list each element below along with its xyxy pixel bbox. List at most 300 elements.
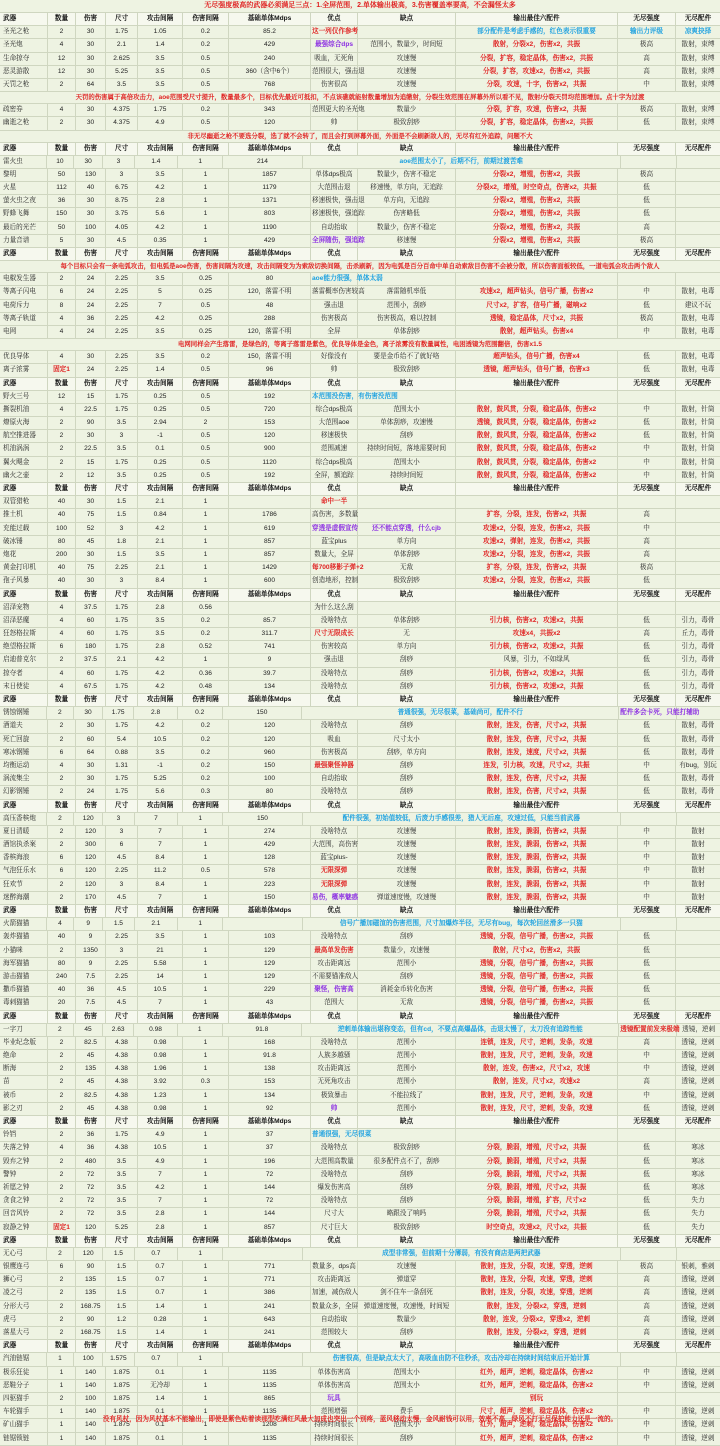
- table-cell: 1.875: [106, 1419, 138, 1431]
- table-cell: 中: [618, 457, 676, 469]
- table-row: [0, 364, 720, 377]
- column-header: 数量: [48, 1235, 76, 1247]
- table-cell: 透镜，逆刺: [681, 1065, 715, 1073]
- table-cell: 9: [76, 958, 106, 970]
- table-cell: 45: [76, 536, 106, 548]
- table-cell: 1: [183, 1037, 229, 1049]
- header-row: [0, 694, 720, 707]
- table-cell: 80: [48, 958, 76, 970]
- table-cell: 信号广播加磁渲的伤害范围，尺寸加爆炸半径，无尽有bug，每次轮回丝滑多一只猫: [303, 918, 621, 930]
- table-cell: 分形大弓: [0, 1301, 48, 1313]
- table-body: [0, 13, 720, 1446]
- table-row: [0, 1274, 720, 1287]
- column-header: 伤害间隔: [183, 800, 229, 812]
- table-cell: 透镜，逆刺: [681, 1368, 715, 1376]
- table-cell: 3.5: [138, 931, 183, 943]
- column-header: 无尽强度: [618, 1235, 676, 1247]
- table-cell: 散射，针筒: [681, 458, 715, 466]
- table-cell: 386: [229, 1287, 311, 1299]
- table-cell: 1: [183, 1050, 229, 1062]
- table-cell: 643: [229, 1314, 311, 1326]
- table-cell: 命中一半: [311, 496, 358, 508]
- table-cell: 本范围没伤害，有伤害没范围: [311, 391, 358, 403]
- table-cell: 3: [106, 945, 138, 957]
- table-cell: [358, 509, 456, 521]
- table-cell: 狮心弓: [0, 1274, 48, 1286]
- table-cell: 被币: [0, 1090, 48, 1102]
- table-cell: 240: [48, 971, 76, 983]
- table-cell: 2: [48, 457, 76, 469]
- table-cell: 80: [229, 786, 311, 798]
- table-cell: 高: [618, 1314, 676, 1326]
- table-cell: 散射，分裂x2，伤害x2，共振: [456, 39, 618, 51]
- table-cell: 分裂x2，增殖，伤害x2，共振: [456, 169, 618, 181]
- column-header: 无尽强度: [618, 694, 676, 706]
- table-row: [0, 208, 720, 221]
- table-cell: 雷火虫: [0, 156, 47, 168]
- table-cell: 8.4: [138, 852, 183, 864]
- table-cell: 低: [618, 1208, 676, 1220]
- table-cell: 电椒发生器: [0, 273, 48, 285]
- table-cell: 0.5: [183, 470, 229, 482]
- table-cell: [358, 1393, 456, 1405]
- table-cell: 散射: [691, 880, 705, 888]
- table-cell: 透镜，逆刺: [681, 1038, 715, 1046]
- table-cell: 银鹰连弓: [0, 1261, 48, 1273]
- table-cell: 8: [48, 300, 76, 312]
- table-cell: 力量音谱: [0, 235, 48, 247]
- table-cell: [229, 602, 311, 614]
- table-cell: [676, 235, 720, 247]
- table-cell: 90: [76, 417, 106, 429]
- table-cell: 分裂，攻速，十字，伤害x2，共振: [456, 79, 618, 91]
- column-header: 伤害间隔: [183, 694, 229, 706]
- table-cell: 24: [76, 364, 106, 376]
- column-header: 无尽配件: [684, 1342, 712, 1350]
- table-cell: 1: [183, 1208, 229, 1220]
- column-header: 无尽强度: [618, 1340, 676, 1352]
- table-cell: 7: [138, 997, 183, 1009]
- table-cell: 尺寸x2，扩容，信号广播，磁响x2: [456, 300, 618, 312]
- table-cell: 生命掠夺: [0, 53, 48, 65]
- table-cell: 140: [76, 1367, 106, 1379]
- table-cell: 分裂，脆弱，增殖，尺寸x2，共振: [456, 1208, 618, 1220]
- table-cell: 2.25: [106, 326, 138, 338]
- table-cell: 429: [229, 235, 311, 247]
- table-cell: 0.25: [183, 273, 229, 285]
- table-cell: 2.25: [106, 273, 138, 285]
- table-cell: 剑不住车一条刮死: [358, 1287, 456, 1299]
- table-cell: [456, 273, 618, 285]
- table-cell: 散射，连发，脆弱，伤害x2，共振: [456, 865, 618, 877]
- table-cell: 40: [48, 509, 76, 521]
- table-cell: 771: [229, 1274, 311, 1286]
- table-cell: 轰炸猫猫: [0, 931, 48, 943]
- table-cell: 分裂x2，增殖，伤害x2，共振: [456, 208, 618, 220]
- table-cell: 85.7: [229, 615, 311, 627]
- table-cell: 1: [183, 496, 229, 508]
- table-cell: 失力: [691, 1223, 705, 1231]
- table-row: [0, 156, 720, 169]
- column-header: 优点: [311, 248, 358, 260]
- table-cell: 散射，束缚: [681, 41, 715, 49]
- table-cell: 散射，电毒: [681, 353, 715, 361]
- table-cell: 30: [76, 104, 106, 116]
- table-row: [0, 1393, 720, 1406]
- table-cell: 攻速x2，弹射，连发，伤害x2，共振: [456, 536, 618, 548]
- column-header: 优点: [311, 143, 358, 155]
- table-cell: 1.4: [138, 1301, 183, 1313]
- table-cell: 60: [76, 615, 106, 627]
- table-cell: 固定1: [48, 364, 76, 376]
- column-header: 伤害: [76, 1011, 106, 1023]
- table-cell: 单体刮痧: [358, 615, 456, 627]
- table-cell: 中: [618, 892, 676, 904]
- table-cell: 2: [48, 1393, 76, 1405]
- table-cell: 攻速慢: [358, 879, 456, 891]
- table-cell: 30: [76, 39, 106, 51]
- table-cell: 散射，鼓风贯，分裂，稳定晶体，伤害x2: [456, 470, 618, 482]
- table-cell: [618, 496, 676, 508]
- table-cell: 3: [106, 826, 138, 838]
- table-cell: 散射，连发，脆弱，伤害x2，共振: [456, 879, 618, 891]
- table-row: [0, 509, 720, 522]
- table-cell: 1135: [229, 1367, 311, 1379]
- column-header: 数量: [48, 694, 76, 706]
- table-cell: 引力，毒骨: [681, 656, 715, 664]
- column-header: 无尽强度: [618, 905, 676, 917]
- table-cell: 1: [183, 195, 229, 207]
- column-header: 无尽配件: [684, 250, 712, 257]
- table-cell: 红外，超声，逆刺，稳定晶体，伤害x2: [456, 1433, 618, 1445]
- table-cell: 768: [229, 79, 311, 91]
- table-cell: 寒冰钢锤: [0, 747, 48, 759]
- table-cell: 低: [618, 364, 676, 376]
- table-cell: 中: [618, 404, 676, 416]
- table-cell: 1.575: [103, 1353, 134, 1365]
- table-cell: 60: [76, 734, 106, 746]
- column-header: 缺点: [358, 800, 456, 812]
- table-cell: 1: [183, 536, 229, 548]
- table-cell: 超声钻头，信号广播，伤害x4: [456, 351, 618, 363]
- table-cell: 0.48: [183, 681, 229, 693]
- table-row: [0, 602, 720, 615]
- column-header: 伤害间隔: [183, 13, 229, 25]
- table-cell: 伤害极高: [311, 313, 358, 325]
- table-cell: 移速慢: [358, 235, 456, 247]
- column-header: 尺寸: [106, 248, 138, 260]
- table-cell: 4.2: [138, 523, 183, 535]
- table-cell: 锈蚀钢锤: [0, 707, 47, 719]
- column-header: 数量: [48, 800, 76, 812]
- table-cell: 0.56: [183, 602, 229, 614]
- table-cell: 1.75: [106, 641, 138, 653]
- table-cell: 2.94: [138, 417, 183, 429]
- table-cell: [677, 156, 720, 168]
- table-cell: 持续时间短: [358, 470, 456, 482]
- table-cell: 极高: [618, 235, 676, 247]
- table-cell: 343: [229, 104, 311, 116]
- table-cell: 范围很大，强击退: [311, 66, 358, 78]
- table-cell: 0.25: [183, 313, 229, 325]
- table-cell: 80: [229, 273, 311, 285]
- table-cell: 火星: [0, 182, 48, 194]
- table-cell: 128: [229, 852, 311, 864]
- table-cell: 酒馆执杀案: [0, 839, 48, 851]
- table-cell: 散射，电毒: [681, 366, 715, 374]
- table-cell: 2: [48, 1182, 76, 1194]
- table-cell: 有bug，别玩: [679, 761, 717, 769]
- table-cell: 1.5: [106, 1301, 138, 1313]
- table-cell: 弹道速度慢，攻速慢，时间短: [358, 1301, 456, 1313]
- table-cell: 散射，连发，速度，尺寸x2，共振: [456, 747, 618, 759]
- table-cell: 3.5: [106, 1156, 138, 1168]
- table-cell: 散射，鼓风贯，分裂，稳定晶体，伤害x2: [456, 443, 618, 455]
- table-cell: 120: [76, 826, 106, 838]
- table-cell: 全屏: [311, 326, 358, 338]
- table-cell: 7: [138, 826, 183, 838]
- table-cell: 攻速慢: [358, 865, 456, 877]
- table-cell: 4: [47, 918, 74, 930]
- table-cell: 3: [106, 879, 138, 891]
- table-cell: 1786: [229, 509, 311, 521]
- table-cell: [676, 945, 720, 957]
- table-cell: 输出力评级: [618, 26, 676, 38]
- table-cell: 散射，针筒: [681, 432, 715, 440]
- table-cell: 落星大弓: [0, 1327, 48, 1339]
- header-row: [0, 800, 720, 813]
- table-cell: 7: [138, 839, 183, 851]
- table-cell: 1.31: [106, 760, 138, 772]
- table-cell: 4.38: [106, 1050, 138, 1062]
- column-header: 缺点: [358, 589, 456, 601]
- column-header: 尺寸: [106, 13, 138, 25]
- table-cell: 1: [183, 958, 229, 970]
- table-cell: 6: [48, 1261, 76, 1273]
- table-cell: 连发，引力核，攻速，尺寸x2，共振: [456, 760, 618, 772]
- column-header: 数量: [48, 378, 76, 390]
- table-cell: 范围小: [358, 958, 456, 970]
- column-header: 伤害: [76, 378, 106, 390]
- table-cell: 3.5: [138, 53, 183, 65]
- table-cell: 96: [229, 364, 311, 376]
- table-cell: 好像没有: [311, 351, 358, 363]
- table-cell: 中: [618, 1380, 676, 1392]
- table-cell: 5.25: [106, 66, 138, 78]
- table-cell: 时空奇点，攻速x2，尺寸x2，共振: [456, 1222, 618, 1234]
- table-cell: 4.5: [106, 235, 138, 247]
- table-cell: 范围小: [358, 1037, 456, 1049]
- table-cell: 蓝宝plus: [311, 536, 358, 548]
- table-row: [0, 470, 720, 483]
- table-cell: 创造地形，控制: [311, 575, 358, 587]
- table-cell: 0.2: [183, 39, 229, 51]
- table-cell: 0.98: [138, 1103, 183, 1115]
- table-cell: 攻速慢: [358, 66, 456, 78]
- table-cell: 1: [183, 1367, 229, 1379]
- column-header: 数量: [48, 13, 76, 25]
- table-cell: 链锯锁链: [0, 1433, 48, 1445]
- table-cell: 尺寸无限成长: [311, 628, 358, 640]
- table-cell: 极致暴击: [311, 1090, 358, 1102]
- table-cell: 2: [183, 417, 229, 429]
- table-cell: 低: [618, 1182, 676, 1194]
- table-cell: 范围大: [311, 997, 358, 1009]
- table-cell: 单体刮痧，攻速慢: [358, 417, 456, 429]
- table-cell: 3.5: [106, 1169, 138, 1181]
- table-cell: 散射，连发，分裂x2，穿透，逆刺: [456, 1301, 618, 1313]
- table-cell: 2: [48, 1103, 76, 1115]
- column-header: 尺寸: [106, 143, 138, 155]
- table-cell: 伤害很高，但是缺点太大了，高吸血由防不住秒杀，攻击冷却在持续时间结束后开始计算: [303, 1353, 621, 1365]
- table-cell: 5: [138, 286, 183, 298]
- table-cell: 150: [48, 208, 76, 220]
- table-cell: 20: [48, 997, 76, 1009]
- table-cell: 1.5: [106, 549, 138, 561]
- table-cell: 3.5: [138, 351, 183, 363]
- header-row: [0, 1235, 720, 1248]
- table-cell: 30: [76, 430, 106, 442]
- table-cell: 中: [618, 879, 676, 891]
- table-cell: 低: [618, 734, 676, 746]
- table-cell: 1.75: [106, 457, 138, 469]
- table-cell: 0.52: [183, 641, 229, 653]
- table-cell: 1: [183, 654, 229, 666]
- table-cell: 低: [618, 641, 676, 653]
- table-cell: [618, 1393, 676, 1405]
- table-cell: 0.25: [138, 470, 183, 482]
- table-cell: 3.5: [138, 79, 183, 91]
- table-cell: 4: [48, 602, 76, 614]
- table-cell: 12: [48, 53, 76, 65]
- table-cell: 刮痧: [358, 654, 456, 666]
- section-note: 每个目标只会有一条电弧攻击，但电弧是aoe伤害，伤害间隔为攻速，攻击间隔变为为索敌切换间隔，击杀刷新，因为电弧是百分百命中单自动索敌目伤害不会被分散，所以伤害面板较低，一道电弧会攻击两个敌人: [0, 261, 720, 273]
- table-cell: 30: [76, 26, 106, 38]
- table-cell: 2: [48, 470, 76, 482]
- table-row: [0, 1353, 720, 1366]
- table-cell: 9: [76, 931, 106, 943]
- table-cell: 狂怒格拉斯: [0, 628, 48, 640]
- table-cell: 14: [138, 971, 183, 983]
- table-cell: [358, 602, 456, 614]
- table-cell: 1135: [229, 1380, 311, 1392]
- table-row: [0, 417, 720, 430]
- table-cell: 129: [229, 971, 311, 983]
- table-cell: 2.8: [138, 1208, 183, 1220]
- table-cell: [676, 1129, 720, 1141]
- column-header: 无尽强度: [618, 483, 676, 495]
- table-cell: 1.2: [106, 1314, 138, 1326]
- column-header: 基础单体Mdps: [229, 905, 311, 917]
- header-row: [0, 248, 720, 261]
- table-cell: 引力，毒骨: [681, 643, 715, 651]
- table-cell: 2: [48, 654, 76, 666]
- column-header: 无尽强度: [618, 1011, 676, 1023]
- table-cell: 2: [48, 892, 76, 904]
- table-cell: 攻击距离远: [311, 1274, 358, 1286]
- table-cell: 90: [76, 1261, 106, 1273]
- table-cell: 高伤害，多数量: [311, 509, 358, 521]
- table-cell: 消耗金币转化伤害: [358, 984, 456, 996]
- table-cell: [676, 523, 720, 535]
- table-cell: 扩容，分裂，连发，伤害x2，共振: [456, 562, 618, 574]
- table-cell: 分裂，脆弱，增殖，尺寸x2，共振: [456, 1142, 618, 1154]
- table-cell: 尺寸，超声，逆刺，稳定晶体，伤害x2: [456, 1406, 618, 1418]
- table-cell: 低: [618, 931, 676, 943]
- table-row: [0, 826, 720, 839]
- column-header: 无尽强度: [618, 143, 676, 155]
- table-cell: -1: [138, 430, 183, 442]
- table-cell: 4.2: [138, 182, 183, 194]
- table-cell: 4.38: [106, 1037, 138, 1049]
- table-cell: 透镜配置前发来极端: [619, 1024, 677, 1036]
- table-cell: [223, 1248, 303, 1260]
- table-cell: 7.5: [76, 971, 106, 983]
- table-cell: 1: [183, 1169, 229, 1181]
- table-cell: 大范围，高伤害: [311, 839, 358, 851]
- table-cell: 2.625: [106, 53, 138, 65]
- table-cell: 散射，鼓风贯，分裂，稳定晶体，伤害x2: [456, 457, 618, 469]
- table-cell: 影之刃: [0, 1103, 48, 1115]
- table-cell: 135: [76, 1287, 106, 1299]
- column-header: 缺点: [358, 483, 456, 495]
- table-cell: 12: [48, 391, 76, 403]
- table-cell: 低: [618, 668, 676, 680]
- table-cell: 撕裂机油: [0, 404, 48, 416]
- table-cell: 综合dps极高: [311, 457, 358, 469]
- table-cell: 1: [47, 1353, 74, 1365]
- table-cell: 无敌: [358, 997, 456, 1009]
- table-cell: [676, 222, 720, 234]
- column-header: 武器: [0, 694, 48, 706]
- column-header: 攻击间隔: [138, 1116, 183, 1128]
- table-cell: 散射: [691, 827, 705, 835]
- table-cell: 2.25: [106, 865, 138, 877]
- column-header: 优点: [311, 694, 358, 706]
- table-cell: 末日使徒: [0, 681, 48, 693]
- table-cell: 大范围高数量: [311, 1156, 358, 1168]
- table-cell: 没啥特点: [311, 1037, 358, 1049]
- table-cell: 30: [76, 760, 106, 772]
- table-cell: 3.5: [138, 66, 183, 78]
- table-cell: 寒冰: [691, 1183, 705, 1191]
- table-row: [0, 839, 720, 852]
- table-cell: 120: [229, 430, 311, 442]
- table-cell: 4.38: [106, 1090, 138, 1102]
- table-cell: 0.5: [183, 364, 229, 376]
- table-cell: 攻速慢: [358, 852, 456, 864]
- table-cell: 2: [48, 117, 76, 129]
- column-header: 伤害间隔: [183, 1340, 229, 1352]
- table-row: [0, 1433, 720, 1446]
- table-cell: 1.4: [138, 1327, 183, 1339]
- table-cell: 30: [76, 195, 106, 207]
- column-header: 无尽配件: [684, 801, 712, 809]
- table-cell: 50: [48, 169, 76, 181]
- column-header: 攻击间隔: [138, 1235, 183, 1247]
- column-header: 输出最佳六配件: [456, 905, 618, 917]
- table-cell: 1.5: [106, 496, 138, 508]
- table-cell: 透镜，逆刺: [681, 1421, 715, 1429]
- table-cell: 2: [48, 1050, 76, 1062]
- table-cell: [676, 496, 720, 508]
- table-cell: 0.1: [138, 1406, 183, 1418]
- table-cell: 穿透是虚假宣传: [311, 523, 358, 535]
- column-header: 尺寸: [106, 483, 138, 495]
- table-cell: 1: [183, 1142, 229, 1154]
- table-cell: 12: [48, 66, 76, 78]
- column-header: 输出最佳六配件: [456, 589, 618, 601]
